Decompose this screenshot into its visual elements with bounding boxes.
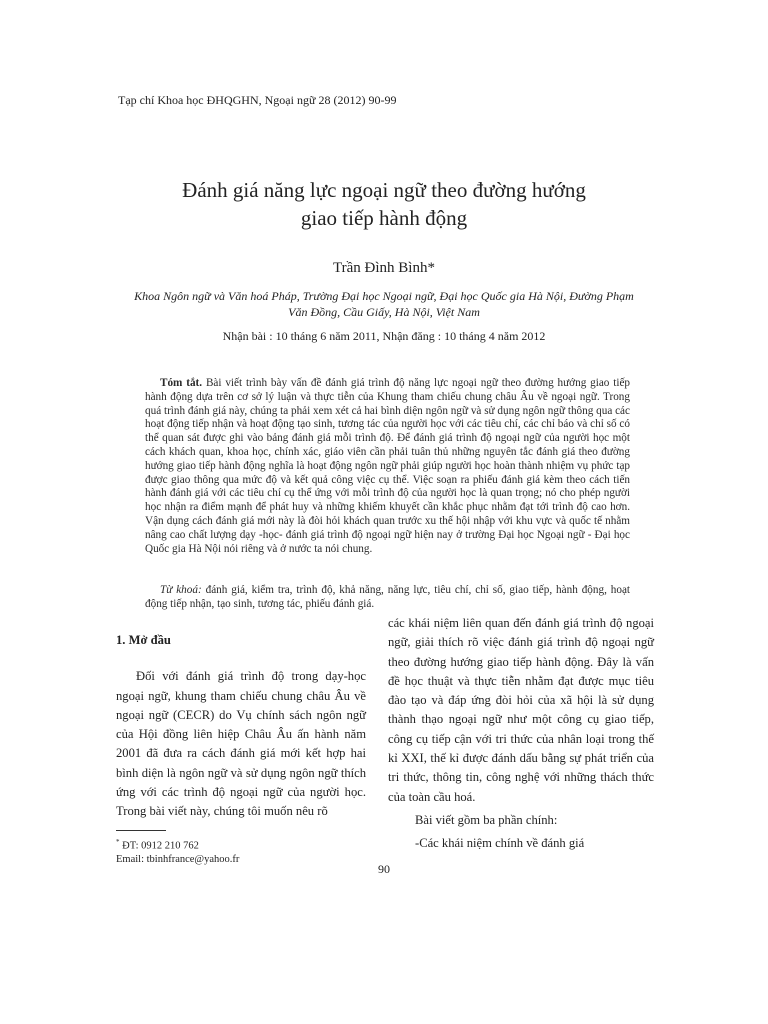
affiliation-line-1: Khoa Ngôn ngữ và Văn hoá Pháp, Trường Đại học Ngoại ngữ, Đại học Quốc gia Hà Nội, Đường Phạm (134, 289, 634, 303)
article-title (100, 176, 668, 232)
title-line-1: Đánh giá năng lực ngoại ngữ theo đường hướng (182, 178, 586, 202)
footnote-rule (116, 830, 166, 831)
right-column (388, 614, 654, 854)
body-paragraph-right-1: các khái niệm liên quan đến đánh giá trình độ ngoại ngữ, giải thích rõ việc đánh giá trình độ ngoại ngữ theo đường hướng giao tiếp hành động. Đây là vấn đề học thuật và thực tiễn nhằm đạt được mục tiêu đào tạo và đáp ứng đòi hỏi của xã hội là sử dụng thành thạo ngoại ngữ như một công cụ giao tiếp, công cụ tiếp cận với tri thức của nhân loại trong thế kỉ XXI, thế kỉ được đánh dấu bằng sự phát triển của tri thức, thông tin, công nghệ với những thách thức của toàn cầu hoá. (388, 616, 654, 804)
keywords-text: đánh giá, kiểm tra, trình độ, khả năng, năng lực, tiêu chí, chỉ số, giao tiếp, hành động, hoạt động tiếp nhận, tạo sinh, tương tác, phiếu đánh giá. (145, 584, 631, 610)
section-heading: 1. Mở đầu (116, 633, 171, 647)
title-line-2: giao tiếp hành động (300, 206, 468, 230)
author-name: Trần Đình Bình* (333, 260, 435, 276)
submission-dates: Nhận bài : 10 tháng 6 năm 2011, Nhận đăng : 10 tháng 4 năm 2012 (222, 329, 546, 343)
footnote-phone-text: ĐT: 0912 210 762 (122, 840, 199, 852)
body-paragraph-right-2: Bài viết gồm ba phần chính: (415, 812, 558, 827)
left-column (116, 631, 366, 822)
body-paragraph-right-3: -Các khái niệm chính về đánh giá (415, 836, 585, 851)
footnote-phone (116, 836, 366, 853)
abstract (145, 377, 630, 556)
footnote-email: Email: tbinhfrance@yahoo.fr (116, 853, 240, 865)
running-head: Tạp chí Khoa học ĐHQGHN, Ngoại ngữ 28 (2012) 90-99 (118, 93, 397, 107)
abstract-text: Bài viết trình bày vấn đề đánh giá trình độ năng lực ngoại ngữ theo đường hướng giao tiếp hành động dựa trên cơ sở lý luận và thực tiễn của Khung tham chiếu chung châu Âu về ngoại ngữ. Trong quá trình đánh giá này, chúng ta phải xem xét cả hai bình diện ngôn ngữ và sử dụng ngôn ngữ thông qua các hoạt động tiếp nhận và hoạt động tạo sinh, tương tác của người học với các tiêu chí, các chỉ báo và chỉ số có thể quan sát được ghi vào bảng đánh giá mỗi trình độ. Để đánh giá trình độ ngoại ngữ của người học một cách khách quan, khoa học, chính xác, giáo viên cần phải tuân thủ những nguyên tắc đánh giá theo đường hướng giao tiếp hành động nghĩa là hoạt động ngôn ngữ phải giúp người học hoàn thành nhiệm vụ phức tạp được giao thông qua mức độ và kết quả công việc cụ thể. Việc soạn ra phiếu đánh giá kèm theo cách tiến hành đánh giá với các tiêu chí cụ thể ứng với mỗi trình độ của người học là quan trọng; nó cho phép người học nhận ra điểm mạnh để phát huy và những khiếm khuyết cần khắc phục nhằm đạt tới trình độ cao hơn. Vận dụng cách đánh giá mới này là đòi hỏi khách quan trước xu thế hội nhập với khu vực và quốc tế nhằm nâng cao chất lượng dạy -học- đánh giá trình độ ngoại ngữ hiện nay ở trường Đại học Ngoại ngữ - Đại học Quốc gia Hà Nội nói riêng và ở nước ta nói chung. (145, 377, 631, 555)
footnote-marker: * (116, 838, 120, 846)
abstract-label: Tóm tắt. (160, 377, 203, 389)
body-paragraph-left: Đối với đánh giá trình độ trong dạy-học ngoại ngữ, khung tham chiếu chung châu Âu về ngoại ngữ (CECR) do Vụ chính sách ngôn ngữ của Hội đồng liên hiệp Châu Âu ấn hành năm 2001 đã đưa ra cách đánh giá mới kết hợp hai bình diện là ngôn ngữ và sử dụng ngôn ngữ thích ứng với các trình độ ngoại ngữ của người học. Trong bài viết này, chúng tôi muốn nêu rõ (116, 669, 366, 819)
author-affiliation (110, 288, 658, 320)
affiliation-line-2: Văn Đồng, Cầu Giấy, Hà Nội, Việt Nam (288, 305, 480, 319)
keywords (145, 584, 630, 612)
keywords-label: Từ khoá: (160, 584, 202, 596)
page-number: 90 (378, 862, 390, 876)
